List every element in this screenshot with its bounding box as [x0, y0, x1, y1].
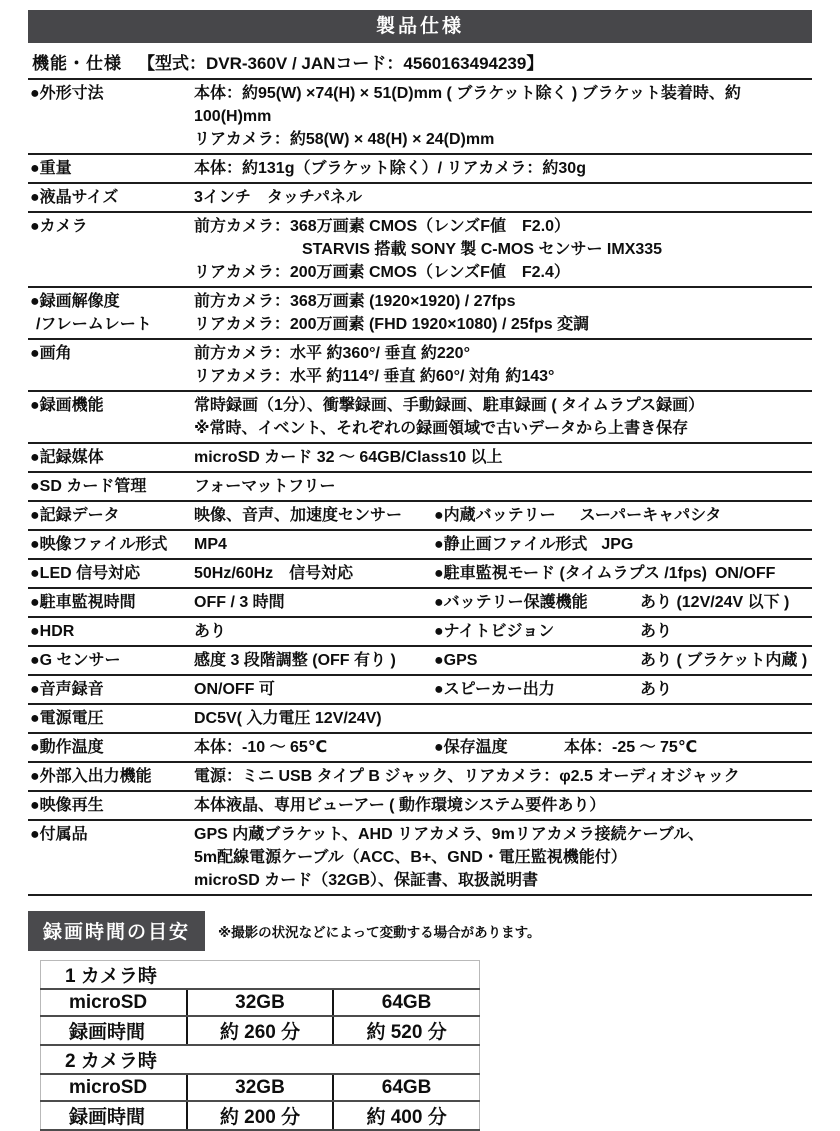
spec-label: ●画角	[30, 345, 72, 362]
spec-label: ●映像再生	[30, 797, 104, 814]
spec-row-rec-data	[28, 502, 812, 531]
spec-value: 本体液晶、専用ビューアー ( 動作環境システム要件あり）	[194, 797, 606, 814]
spec-right-label: ●スピーカー出力	[434, 681, 555, 698]
section-header-cell: 1 カメラ時	[41, 961, 480, 990]
spec-label: ●外部入出力機能	[30, 768, 152, 785]
spec-right-cell	[434, 504, 812, 527]
spec-label: ●カメラ	[30, 218, 88, 235]
spec-label: ●音声録音	[30, 681, 104, 698]
table-row	[41, 1074, 480, 1101]
table-cell: microSD	[41, 1074, 187, 1101]
spec-right-cell	[434, 736, 812, 759]
spec-right-value: あり (12V/24V 以下 )	[640, 594, 790, 611]
spec-label-line: ●録画解像度	[30, 293, 120, 310]
spec-row-video-format	[28, 531, 812, 560]
model-line-value: 【型式：DVR-360V / JANコード：4560163494239】	[138, 53, 544, 73]
recording-time-note: ※撮影の状況などによって変動する場合があります。	[218, 925, 541, 940]
spec-right-value: あり ( ブラケット内蔵 )	[640, 652, 808, 669]
spec-value-line: リアカメラ：水平 約114°/ 垂直 約60°/ 対角 約143°	[194, 368, 555, 385]
spec-label: ●LED 信号対応	[30, 565, 141, 582]
spec-label-line: /フレームレート	[36, 316, 152, 333]
model-line	[28, 43, 812, 78]
spec-label: ●電源電圧	[30, 710, 104, 727]
spec-label: ●記録データ	[30, 507, 120, 524]
spec-value-line: 前方カメラ：368万画素 (1920×1920) / 27fps	[194, 293, 516, 310]
spec-right-cell	[434, 678, 812, 701]
table-cell: 約 260 分	[187, 1016, 333, 1045]
spec-label: ●映像ファイル形式	[30, 536, 168, 553]
spec-right-value: 本体：-25 ～ 75℃	[564, 739, 698, 756]
table-cell: 約 400 分	[333, 1101, 479, 1130]
spec-value: 本体：約131g（ブラケット除く）/ リアカメラ：約30g	[194, 160, 586, 177]
spec-value: ON/OFF 可	[194, 681, 275, 698]
spec-value: 本体：-10 ～ 65℃	[194, 739, 328, 756]
spec-value: microSD カード 32 ～ 64GB/Class10 以上	[194, 449, 503, 466]
spec-right-value: ON/OFF	[714, 565, 776, 582]
table-cell: 32GB	[187, 1074, 333, 1101]
spec-value	[194, 290, 812, 336]
spec-value: MP4	[194, 536, 227, 553]
spec-right-value: JPG	[601, 536, 634, 553]
spec-value	[194, 823, 812, 892]
spec-row-sd-management	[28, 473, 812, 502]
page-title: 製品仕様	[28, 10, 812, 43]
spec-row-accessories	[28, 821, 812, 896]
spec-row-power	[28, 705, 812, 734]
spec-label: ●記録媒体	[30, 449, 104, 466]
spec-right-label: ●GPS	[434, 652, 478, 669]
recording-time-section-header	[28, 911, 812, 951]
spec-row-io	[28, 763, 812, 792]
spec-right-value: あり	[640, 623, 673, 640]
spec-value-line: STARVIS 搭載 SONY 製 C-MOS センサー IMX335	[302, 241, 663, 258]
spec-value-line: 前方カメラ：水平 約360°/ 垂直 約220°	[194, 345, 470, 362]
spec-value-line: microSD カード（32GB）、保証書、取扱説明書	[194, 872, 539, 889]
spec-right-label: ●内蔵バッテリー	[434, 507, 556, 524]
spec-value-line: 5m配線電源ケーブル（ACC、B+、GND・電圧監視機能付）	[194, 849, 627, 866]
spec-label: ●動作温度	[30, 739, 104, 756]
table-row-section	[41, 1045, 480, 1074]
spec-value: 映像、音声、加速度センサー	[194, 507, 403, 524]
spec-right-value: スーパーキャパシタ	[579, 507, 722, 524]
spec-label: ●付属品	[30, 826, 88, 843]
spec-label: ●HDR	[30, 623, 75, 640]
table-cell: 約 520 分	[333, 1016, 479, 1045]
spec-value-line: リアカメラ：約58(W) × 48(H) × 24(D)mm	[194, 131, 495, 148]
section-header-cell: 2 カメラ時	[41, 1045, 480, 1074]
spec-right-label: ●保存温度	[434, 739, 508, 756]
spec-table	[28, 78, 812, 896]
spec-row-audio-rec	[28, 676, 812, 705]
spec-value-line: 前方カメラ：368万画素 CMOS（レンズF値 F2.0）	[194, 218, 571, 235]
spec-row-dimensions	[28, 80, 812, 155]
spec-row-rec-functions	[28, 392, 812, 444]
table-row	[41, 989, 480, 1016]
spec-value-line: ※常時、イベント、それぞれの録画領域で古いデータから上書き保存	[194, 420, 689, 437]
spec-right-label: ●バッテリー保護機能	[434, 594, 588, 611]
spec-value: 3インチ タッチパネル	[194, 189, 362, 206]
spec-row-g-sensor	[28, 647, 812, 676]
spec-row-hdr	[28, 618, 812, 647]
spec-right-label: ●駐車監視モード (タイムラプス /1fps)	[434, 565, 707, 582]
recording-time-table	[40, 960, 480, 1131]
spec-row-playback	[28, 792, 812, 821]
spec-value-line: 常時録画（1分）、衝撃録画、手動録画、駐車録画 ( タイムラプス録画）	[194, 397, 705, 414]
table-cell: 64GB	[333, 989, 479, 1016]
spec-label: ●外形寸法	[30, 85, 104, 102]
spec-row-parking-time	[28, 589, 812, 618]
spec-value-line: 本体：約95(W) ×74(H) × 51(D)mm ( ブラケット除く ) ブラケット装着時、約100(H)mm	[194, 85, 741, 125]
spec-right-cell	[434, 620, 812, 643]
spec-value	[194, 342, 812, 388]
spec-label: ●重量	[30, 160, 72, 177]
spec-row-media	[28, 444, 812, 473]
spec-row-operating-temp	[28, 734, 812, 763]
model-line-label: 機能・仕様	[32, 53, 122, 73]
spec-value: フォーマットフリー	[194, 478, 336, 495]
spec-right-cell	[434, 533, 812, 556]
table-row	[41, 1101, 480, 1130]
spec-value: あり	[194, 623, 227, 640]
spec-value: 50Hz/60Hz 信号対応	[194, 565, 354, 582]
table-cell: 録画時間	[41, 1016, 187, 1045]
recording-time-title: 録画時間の目安	[28, 911, 205, 951]
spec-label: ●液晶サイズ	[30, 189, 119, 206]
spec-row-view-angle	[28, 340, 812, 392]
spec-right-label: ●ナイトビジョン	[434, 623, 555, 640]
table-row-section	[41, 961, 480, 990]
spec-label	[28, 290, 194, 336]
spec-value: 感度 3 段階調整 (OFF 有り )	[194, 652, 396, 669]
spec-value	[194, 82, 812, 151]
table-cell: 32GB	[187, 989, 333, 1016]
spec-label: ●SD カード管理	[30, 478, 147, 495]
spec-value: DC5V( 入力電圧 12V/24V)	[194, 710, 382, 727]
spec-row-weight	[28, 155, 812, 184]
spec-value	[194, 394, 812, 440]
spec-value: 電源：ミニ USB タイプ B ジャック、リアカメラ：φ2.5 オーディオジャック	[194, 768, 740, 785]
spec-value: OFF / 3 時間	[194, 594, 285, 611]
spec-value-line: GPS 内蔵ブラケット、AHD リアカメラ、9mリアカメラ接続ケーブル、	[194, 826, 704, 843]
spec-row-lcd-size	[28, 184, 812, 213]
spec-row-led-signal	[28, 560, 812, 589]
spec-right-value: あり	[640, 681, 673, 698]
table-cell: 録画時間	[41, 1101, 187, 1130]
spec-label: ●録画機能	[30, 397, 104, 414]
spec-label: ●G センサー	[30, 652, 121, 669]
table-cell: 約 200 分	[187, 1101, 333, 1130]
spec-label: ●駐車監視時間	[30, 594, 136, 611]
spec-right-label: ●静止画ファイル形式	[434, 536, 588, 553]
spec-value	[194, 215, 812, 284]
spec-value-line: リアカメラ：200万画素 CMOS（レンズF値 F2.4）	[194, 264, 570, 281]
spec-row-resolution-framerate	[28, 288, 812, 340]
table-cell: microSD	[41, 989, 187, 1016]
spec-right-cell	[434, 649, 812, 672]
spec-value-line: リアカメラ：200万画素 (FHD 1920×1080) / 25fps 変調	[194, 316, 590, 333]
table-cell: 64GB	[333, 1074, 479, 1101]
spec-right-cell	[434, 562, 812, 585]
spec-right-cell	[434, 591, 812, 614]
spec-row-camera	[28, 213, 812, 288]
table-row	[41, 1016, 480, 1045]
